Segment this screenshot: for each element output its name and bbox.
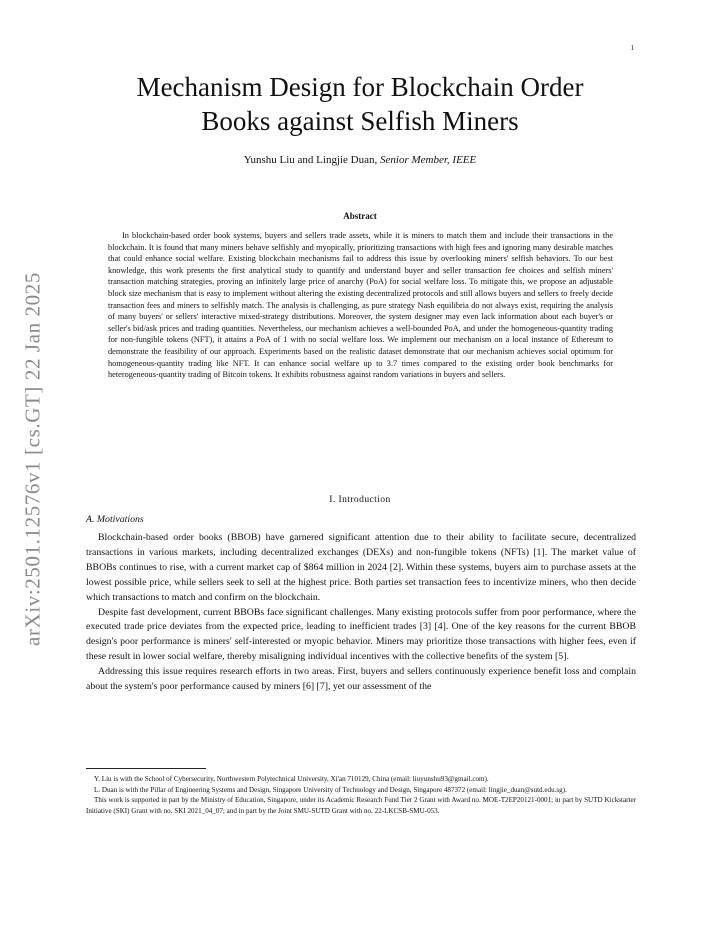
- abstract-body: In blockchain-based order book systems, buyers and sellers trade assets, while it is miners to match them and include their transactions in the blockchain. It is found that many miners behave selfishly and myopically, prioritizing transactions with high fees and ignoring many desirable matches that could enhance social welfare. Existing blockchain mechanisms fail to address this issue by overlooking miners' selfish behaviors. To our best knowledge, this work presents the first analytical study to quantify and understand buyer and seller transaction fee choices and selfish miners' transaction matching strategies, proving an infinitely large price of anarchy (PoA) for social welfare loss. To mitigate this, we propose an adjustable block size mechanism that is easy to implement without altering the existing decentralized protocols and still allows buyers and sellers to freely decide transaction fees and miners to selfishly match. The analysis is challenging, as pure strategy Nash equilibria do not always exist, requiring the analysis of many buyers' or sellers' interactive mixed-strategy distributions. Moreover, the system designer may even lack information about each buyer's or seller's bid/ask prices and trading quantities. Nevertheless, our mechanism achieves a well-bounded PoA, and under the homogeneous-quantity trading for non-fungible tokens (NFT), it attains a PoA of 1 with no social welfare loss. We implement our mechanism on a local instance of Ethereum to demonstrate the feasibility of our approach. Experiments based on the realistic dataset demonstrate that our mechanism achieves social optimum for homogeneous-quantity trading like NFT. It can enhance social welfare up to 3.7 times compared to the existing order book benchmarks for heterogeneous-quantity trading of Bitcoin tokens. It exhibits robustness against random variations in buyers and sellers.: [108, 231, 613, 380]
- section-heading: I. Introduction: [329, 494, 391, 505]
- footnotes: [86, 774, 636, 817]
- paragraph: Addressing this issue requires research efforts in two areas. First, buyers and sellers continuously experience benefit loss and complain about the system's poor performance caused by miners [6] [7], yet our assessment of the: [86, 666, 636, 693]
- abstract-heading: Abstract: [343, 211, 377, 221]
- footnote: Y. Liu is with the School of Cybersecurity, Northwestern Polytechnical University, Xi'an 710129, China (email: liuyunshu93@gmail.com).: [94, 775, 489, 783]
- footnote-divider: [86, 768, 206, 769]
- footnote: This work is supported in part by the Ministry of Education, Singapore, under its Academic Research Fund Tier 2 Grant with Award no. MOE-T2EP20121-0001; in part by SUTD Kickstarter Initiative (SKI) Grant with no. SKI 2021_04_07; and in part by the Joint SMU-SUTD Grant with no. 22-LKCSB-SMU-053.: [86, 796, 636, 816]
- author-affiliation: Senior Member, IEEE: [380, 154, 477, 166]
- footnote: L. Duan is with the Pillar of Engineering Systems and Design, Singapore University of Technology and Design, Singapore 487372 (email: lingjie_duan@sutd.edu.sg).: [94, 785, 567, 794]
- author-names: Yunshu Liu and Lingjie Duan,: [243, 154, 381, 166]
- subsection-heading: A. Motivations: [86, 514, 144, 525]
- title-line-2: Books against Selfish Miners: [201, 106, 519, 136]
- paper-title: [80, 70, 640, 138]
- body-text: [86, 531, 636, 695]
- paragraph: Despite fast development, current BBOBs face significant challenges. Many existing protocols suffer from poor performance, where the executed trade price deviates from the expected price, leading to inefficient trades [3] [4]. One of the key reasons for the current BBOB design's poor performance is miners' self-interested or myopic behavior. Miners may prioritize those transactions with higher fees, even if these result in lower social welfare, thereby misaligning individual incentives with the collective benefits of the system [5].: [86, 606, 636, 663]
- arxiv-side-stamp: [6, 250, 60, 668]
- title-line-1: Mechanism Design for Blockchain Order: [136, 72, 584, 102]
- arxiv-identifier: arXiv:2501.12576v1 [cs.GT] 22 Jan 2025: [20, 272, 45, 646]
- paragraph: Blockchain-based order books (BBOB) have garnered significant attention due to their ability to facilitate secure, decentralized transactions in various markets, including decentralized exchanges (DEXs) and non-fungible tokens (NFTs) [1]. The market value of BBOBs continues to rise, with a current market cap of $864 million in 2024 [2]. Within these systems, buyers aim to purchase assets at the lowest possible price, while sellers seek to sell at the highest price. Both parties set transaction fees to incentivize miners, who then decide which transactions to match and confirm on the blockchain.: [86, 532, 636, 603]
- page-number: 1: [630, 44, 634, 52]
- author-line: [80, 154, 640, 166]
